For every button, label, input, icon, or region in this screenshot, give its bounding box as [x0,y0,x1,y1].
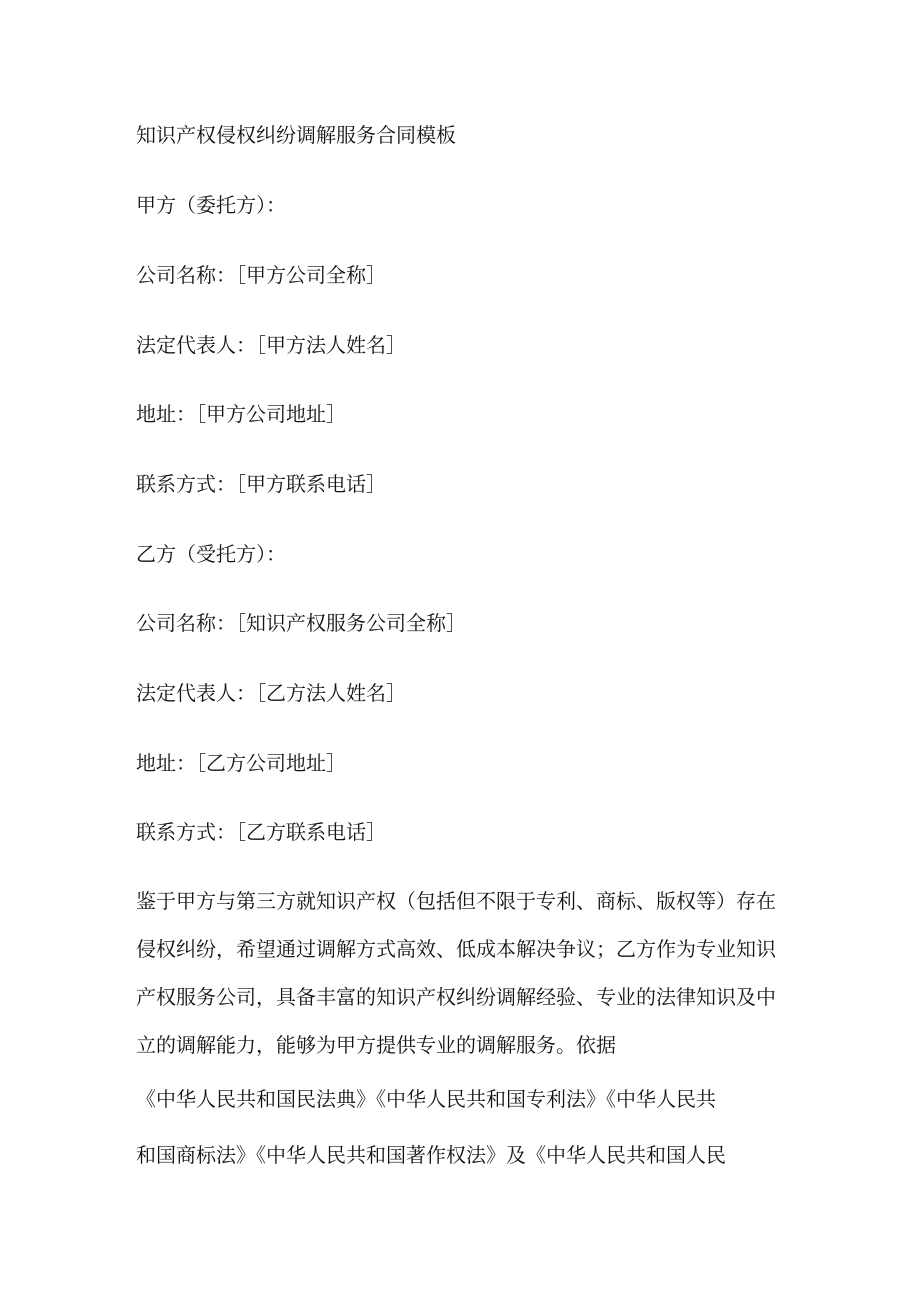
preamble-line: 立的调解能力，能够为甲方提供专业的调解服务。依据 [136,1033,616,1057]
preamble-line: 产权服务公司，具备丰富的知识产权纠纷调解经验、专业的法律知识及中 [136,985,776,1009]
document-title: 知识产权侵权纠纷调解服务合同模板 [136,123,456,147]
party-a-company: 公司名称：［甲方公司全称］ [136,263,386,287]
preamble-line: 侵权纠纷，希望通过调解方式高效、低成本解决争议；乙方作为专业知识 [136,937,776,961]
party-b-contact: 联系方式：［乙方联系电话］ [136,820,386,844]
party-b-address: 地址：［乙方公司地址］ [136,751,346,775]
party-b-heading: 乙方（受托方）： [136,542,286,566]
party-a-address: 地址：［甲方公司地址］ [136,402,346,426]
party-b-representative: 法定代表人：［乙方法人姓名］ [136,681,406,705]
preamble-line: 鉴于甲方与第三方就知识产权（包括但不限于专利、商标、版权等）存在 [136,889,776,913]
party-a-heading: 甲方（委托方）： [136,193,286,217]
party-b-company: 公司名称：［知识产权服务公司全称］ [136,611,466,635]
party-a-contact: 联系方式：［甲方联系电话］ [136,472,386,496]
law-citation-line: 和国商标法》《中华人民共和国著作权法》及《中华人民共和国人民 [136,1143,726,1167]
preamble-paragraph [136,877,786,1069]
law-citation-line: 《中华人民共和国民法典》《中华人民共和国专利法》《中华人民共 [136,1087,716,1111]
party-a-representative: 法定代表人：［甲方法人姓名］ [136,333,406,357]
